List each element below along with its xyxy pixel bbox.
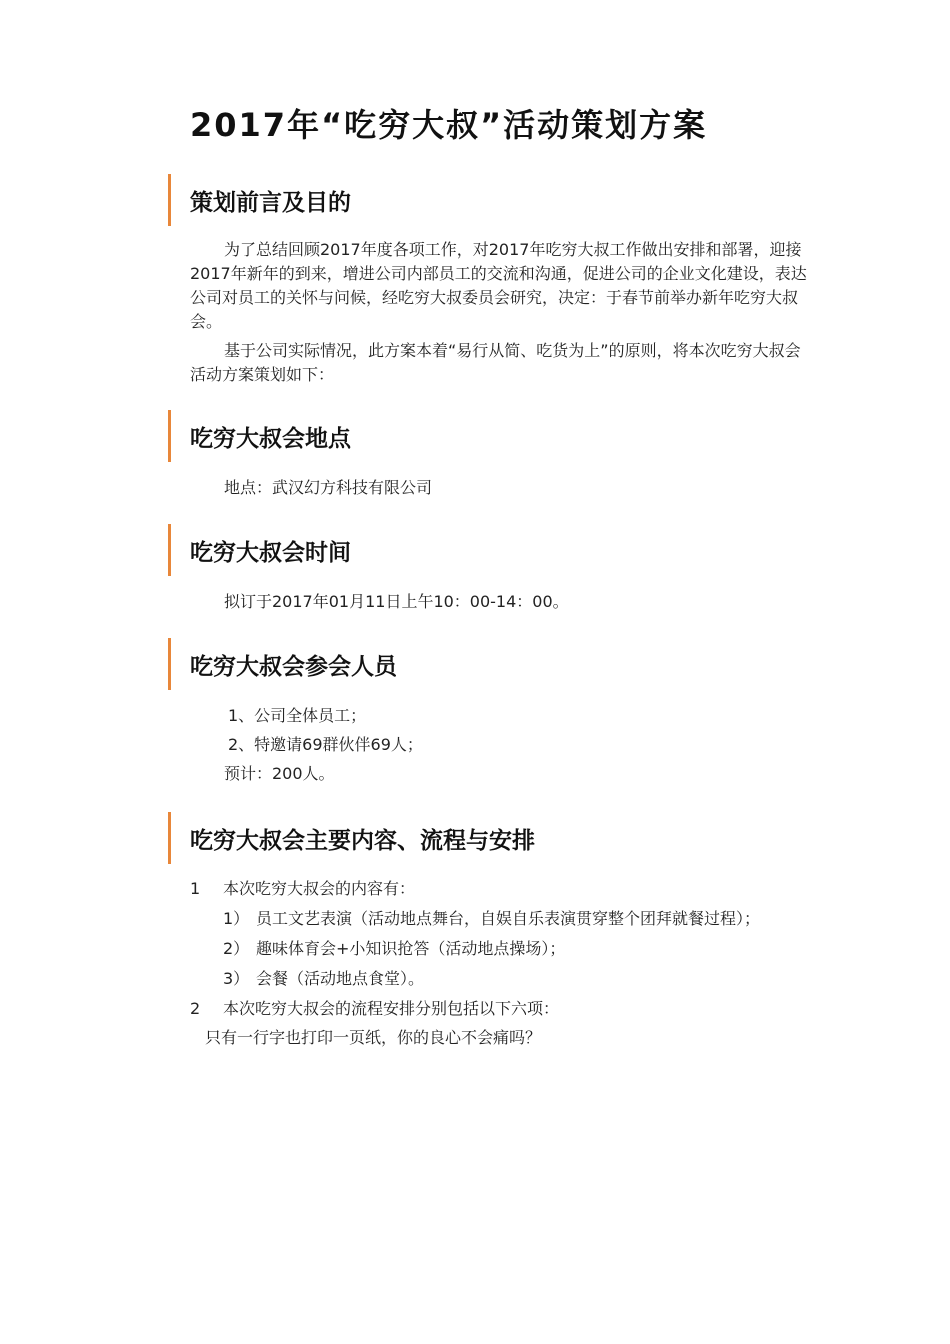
list-item [168,874,808,904]
paragraph: 为了总结回顾2017年度各项工作，对2017年吃穷大叔工作做出安排和部署，迎接2017年新年的到来，增进公司内部员工的交流和沟通，促进公司的企业文化建设，表达公司对员工的关怀与问候，经吃穷大叔委员会研究，决定：于春节前举办新年吃穷大叔会。 [190,240,807,331]
section-agenda [168,812,808,1052]
section-heading: 吃穷大叔会主要内容、流程与安排 [168,812,808,864]
sub-list-number: 1） [223,909,250,928]
section-location [168,410,808,502]
sub-list-text: 员工文艺表演（活动地点舞台，自娱自乐表演贯穿整个团拜就餐过程）； [256,909,761,928]
closing-remark: 只有一行字也打印一页纸，你的良心不会痛吗？ [205,1028,542,1047]
time-text: 拟订于2017年01月11日上午10：00-14：00。 [224,592,569,611]
list-number: 2 [190,999,201,1018]
section-heading: 吃穷大叔会参会人员 [168,638,808,690]
section-attendees [168,638,808,788]
list-number: 1 [190,879,201,898]
sub-list-text: 会餐（活动地点食堂）。 [256,969,425,988]
paragraph: 基于公司实际情况，此方案本着“易行从简、吃货为上”的原则，将本次吃穷大叔会活动方案策划如下： [190,341,801,384]
total-text: 预计：200人。 [224,764,335,783]
list-text: 本次吃穷大叔会的内容有： [223,879,416,898]
sub-list-number: 2） [223,939,250,958]
list-text: 本次吃穷大叔会的流程安排分别包括以下六项： [223,999,560,1018]
list-item: 1、公司全体员工； [228,706,367,725]
section-purpose [168,174,808,387]
section-heading: 吃穷大叔会时间 [168,524,808,576]
sub-list-item [168,964,808,994]
section-heading: 吃穷大叔会地点 [168,410,808,462]
list-item [168,994,808,1024]
sub-list-item [168,934,808,964]
section-heading: 策划前言及目的 [168,174,808,226]
section-time [168,524,808,616]
sub-list-text: 趣味体育会+小知识抢答（活动地点操场）； [256,939,566,958]
sub-list-item [168,904,808,934]
document-title: 2017年“吃穷大叔”活动策划方案 [190,106,708,144]
list-item: 2、特邀请69群伙伴69人； [228,735,423,754]
location-text: 地点：武汉幻方科技有限公司 [224,478,433,497]
sub-list-number: 3） [223,969,250,988]
